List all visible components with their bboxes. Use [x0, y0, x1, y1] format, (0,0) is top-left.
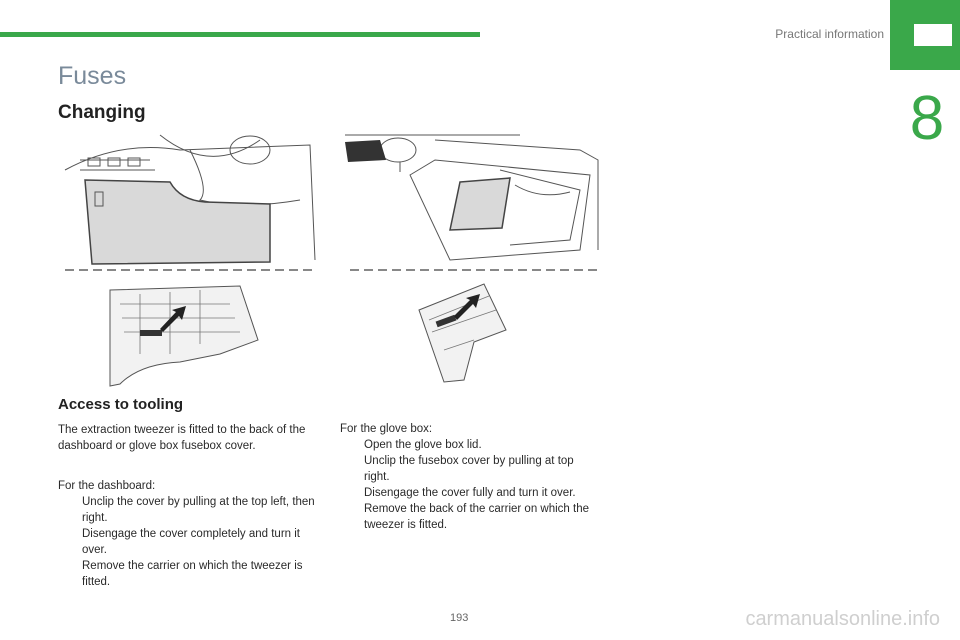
header-rule	[0, 32, 480, 37]
dashboard-fusebox-illustration	[60, 130, 320, 272]
section-title: Practical information	[775, 27, 884, 41]
chapter-tab-icon	[890, 0, 960, 70]
chapter-number: 8	[909, 84, 945, 153]
glovebox-steps	[340, 437, 602, 533]
list-item: Open the glove box lid.	[364, 439, 482, 451]
section-subtitle: Changing	[58, 102, 146, 123]
list-item: Unclip the fusebox cover by pulling at top right.	[364, 455, 574, 483]
list-item: Remove the carrier on which the tweezer is fitted.	[82, 560, 303, 588]
access-intro: The extraction tweezer is fitted to the back of the dashboard or glove box fusebox cover.	[58, 424, 306, 452]
glovebox-lead: For the glove box:	[340, 423, 433, 435]
access-heading: Access to tooling	[58, 396, 184, 413]
page-number: 193	[450, 612, 469, 624]
list-item: Remove the back of the carrier on which the tweezer is fitted.	[364, 503, 590, 531]
list-item: Unclip the cover by pulling at the top left, then right.	[82, 496, 315, 524]
list-item: Disengage the cover fully and turn it over.	[364, 487, 576, 499]
glovebox-cover-detail	[414, 280, 514, 384]
dashboard-lead: For the dashboard:	[58, 480, 156, 492]
dashboard-cover-detail	[100, 284, 260, 388]
watermark: carmanualsonline.info	[745, 608, 940, 630]
dashboard-instructions	[58, 478, 324, 590]
glovebox-fusebox-illustration	[340, 130, 602, 272]
dashboard-steps	[58, 494, 324, 590]
list-item: Disengage the cover completely and turn it over.	[82, 528, 300, 556]
page-title: Fuses	[58, 62, 127, 90]
glovebox-instructions	[340, 421, 602, 533]
